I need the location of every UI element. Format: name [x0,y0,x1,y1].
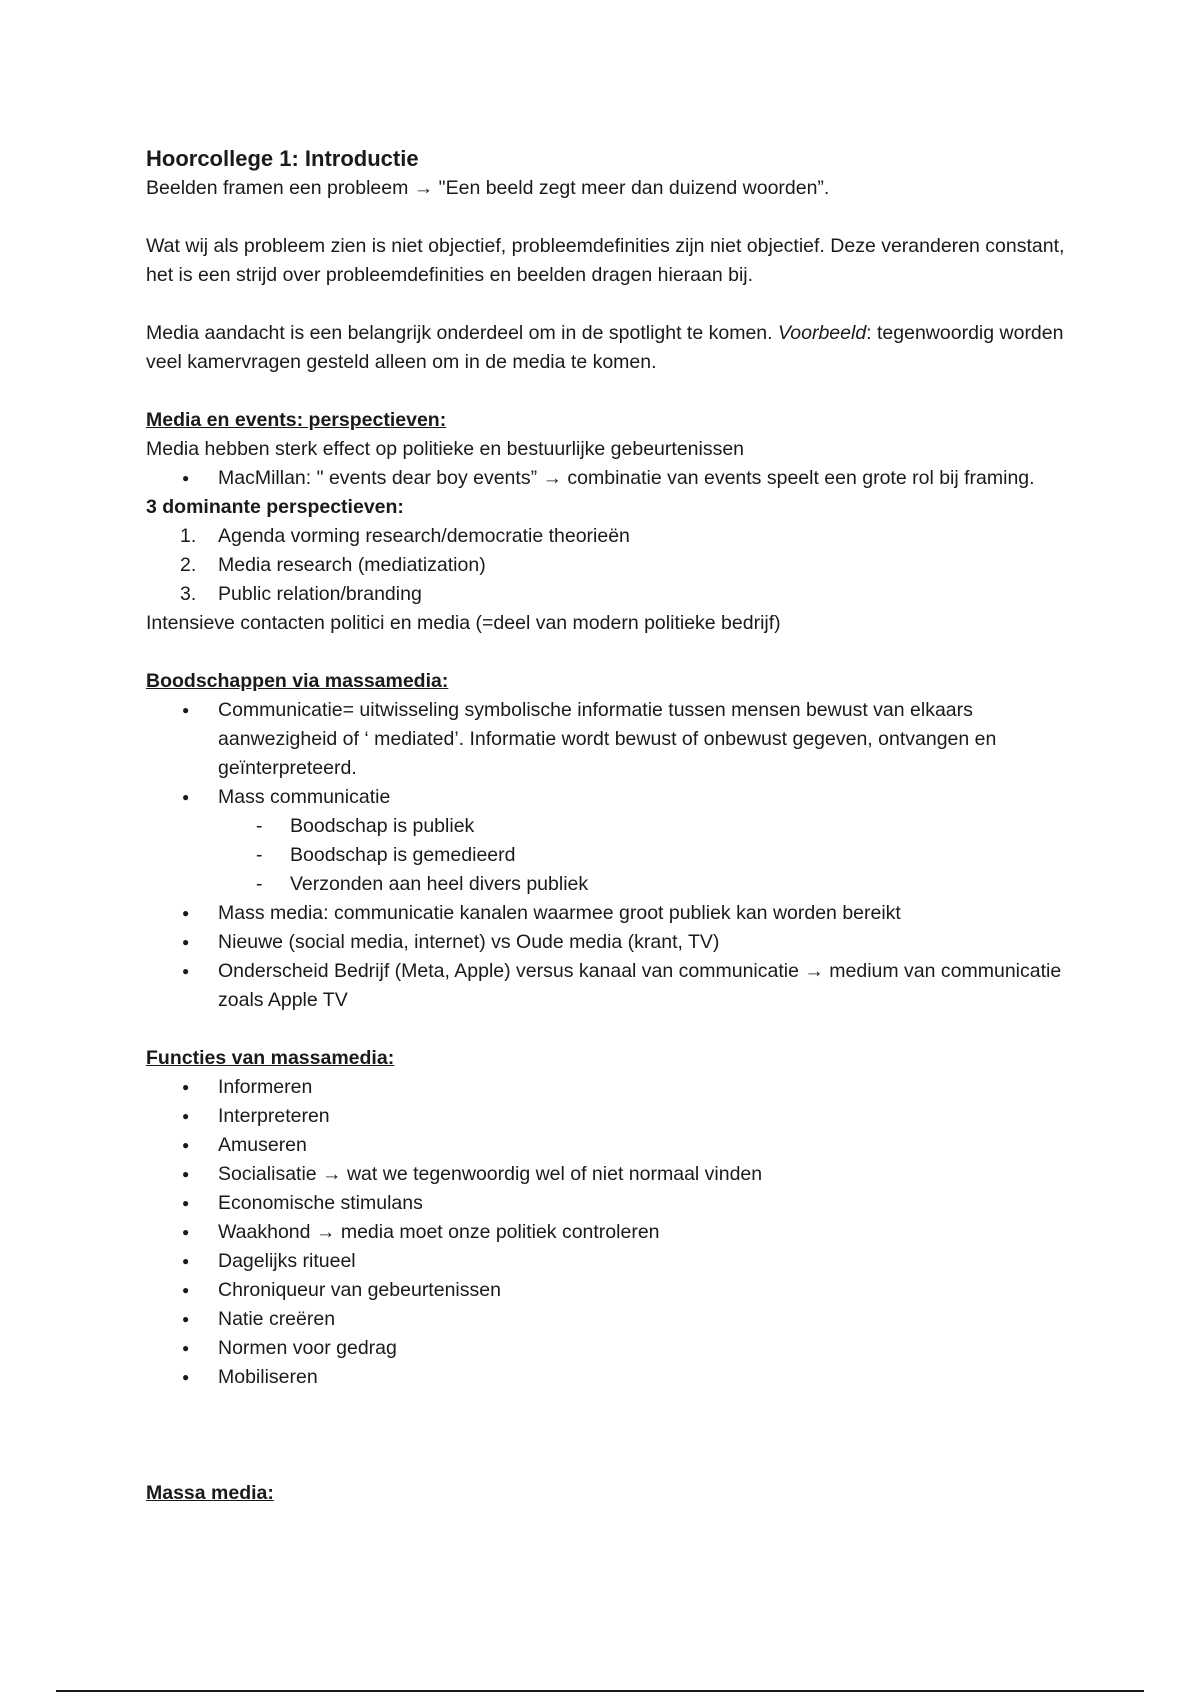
dash-list [146,812,1066,899]
list-item [146,522,1066,551]
list-item: ● Normen voor gedrag [146,1334,1066,1363]
list-number: 2. [180,554,197,576]
intro-paragraph: Wat wij als probleem zien is niet objectief, probleemdefinities zijn niet objectief. Deze veranderen constant, het is een strijd over probleemdefinities en beelden dragen hieraan bij. [146,235,1065,286]
bullet-list [146,1073,1066,1392]
list-item: ● Economische stimulans [146,1189,1066,1218]
list-item: ● Mobiliseren [146,1363,1066,1392]
spacer [146,290,1066,319]
list-item: ● Mass media: communicatie kanalen waarmee groot publiek kan worden bereikt [146,899,1066,928]
page-bottom-rule [56,1690,1144,1692]
section-text: Media hebben sterk effect op politieke en bestuurlijke gebeurtenissen [146,438,745,460]
list-item: ● Nieuwe (social media, internet) vs Oude media (krant, TV) [146,928,1066,957]
bullet-list [146,696,1066,1015]
list-item-text: Public relation/branding [218,583,422,605]
page-title: Hoorcollege 1: Introductie [146,146,419,171]
spacer [146,1392,1066,1421]
section-heading: Massa media: [146,1482,274,1504]
section-heading: Boodschappen via massamedia: [146,670,449,692]
paragraph-text: Media aandacht is een belangrijk onderdeel om in de spotlight te komen. [146,322,778,344]
list-item: ● Natie creëren [146,1305,1066,1334]
list-item: ● Onderscheid Bedrijf (Meta, Apple) versus kanaal van communicatie → medium van communicatie zoals Apple TV [146,957,1066,1015]
list-item: ● Socialisatie → wat we tegenwoordig wel of niet normaal vinden [146,1160,1066,1189]
list-item-text: Agenda vorming research/democratie theorieën [218,525,630,547]
list-number: 3. [180,583,197,605]
spacer [146,1015,1066,1044]
list-item [146,783,1066,899]
paragraph-text: : tegenwoordig worden veel kamervragen gesteld alleen om in de media te komen. [146,322,1064,373]
section-text: Intensieve contacten politici en media (=deel van modern politieke bedrijf) [146,612,781,634]
section-heading: Functies van massamedia: [146,1047,395,1069]
intro-line: Beelden framen een probleem → "Een beeld zegt meer dan duizend woorden”. [146,177,830,199]
functies-section [146,1044,1066,1392]
section-heading: Media en events: perspectieven: [146,409,447,431]
spacer [146,377,1066,406]
list-item: ● Waakhond → media moet onze politiek controleren [146,1218,1066,1247]
list-item: - Boodschap is gemedieerd [146,841,1066,870]
list-item [146,580,1066,609]
list-item-text: Mass communicatie [218,786,391,808]
list-item: ● Informeren [146,1073,1066,1102]
list-item: ● Chroniqueur van gebeurtenissen [146,1276,1066,1305]
bullet-list [146,464,1066,493]
list-item: ● Interpreteren [146,1102,1066,1131]
massa-media-section [146,1479,1066,1508]
media-events-section [146,406,1066,638]
document-page [146,144,1066,1508]
spacer [146,203,1066,232]
list-item-text: Media research (mediatization) [218,554,486,576]
list-item: ● MacMillan: " events dear boy events” → combinatie van events speelt een grote rol bij framing. [146,464,1066,493]
boodschappen-section [146,667,1066,1015]
list-item: ● Dagelijks ritueel [146,1247,1066,1276]
numbered-list [146,522,1066,609]
list-item: - Verzonden aan heel divers publiek [146,870,1066,899]
list-item: ● Amuseren [146,1131,1066,1160]
spacer [146,638,1066,667]
list-number: 1. [180,525,197,547]
media-attention-paragraph [146,319,1066,377]
list-item: ● Communicatie= uitwisseling symbolische informatie tussen mensen bewust van elkaars aanwezigheid of ‘ mediated’. Informatie wordt bewust of onbewust gegeven, ontvangen en geïnterpreteerd. [146,696,1066,783]
spacer [146,1450,1066,1479]
subheading: 3 dominante perspectieven: [146,496,404,518]
spacer [146,1421,1066,1450]
list-item [146,551,1066,580]
example-label: Voorbeeld [777,322,867,344]
list-item: - Boodschap is publiek [146,812,1066,841]
